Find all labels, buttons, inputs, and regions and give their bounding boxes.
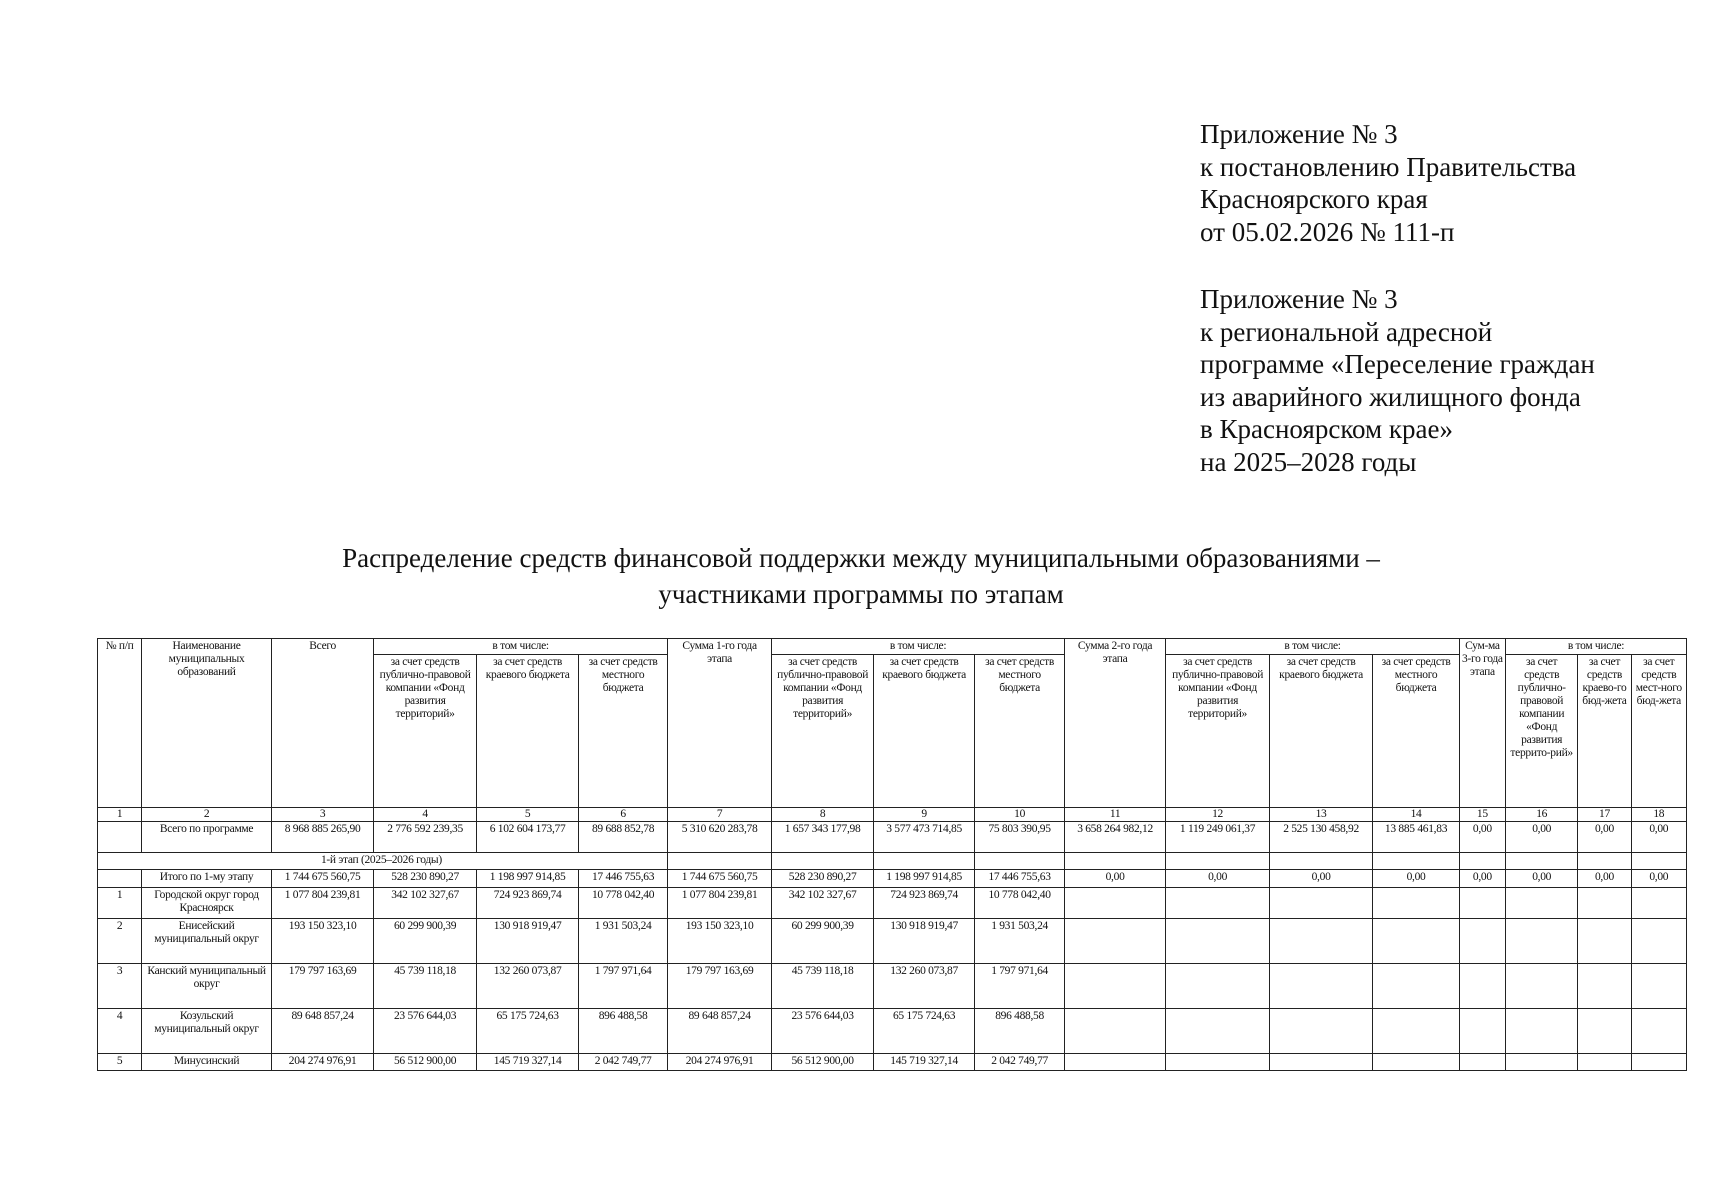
table-cell (1505, 964, 1577, 1009)
row-name: Всего по программе (142, 822, 272, 853)
column-number: 17 (1578, 808, 1631, 822)
table-cell (1459, 888, 1505, 919)
table-cell: 23 576 644,03 (772, 1009, 874, 1054)
stage-label: 1-й этап (2025–2026 годы) (98, 853, 668, 870)
table-cell: 3 577 473 714,85 (873, 822, 975, 853)
table-cell: 56 512 900,00 (772, 1054, 874, 1071)
table-cell: 89 648 857,24 (667, 1009, 772, 1054)
table-row (98, 888, 1687, 919)
table-cell (1373, 1009, 1459, 1054)
table-cell (1373, 919, 1459, 964)
appendix-header-2 (1200, 283, 1595, 478)
table-cell: 5 310 620 283,78 (667, 822, 772, 853)
table-row (98, 1054, 1687, 1071)
header-local: за счет средств местного бюджета (579, 655, 667, 808)
appendix-line: на 2025–2028 годы (1200, 446, 1417, 477)
column-number: 4 (374, 808, 477, 822)
table-cell: 89 648 857,24 (271, 1009, 374, 1054)
table-cell: 65 175 724,63 (476, 1009, 579, 1054)
table-cell: 65 175 724,63 (873, 1009, 975, 1054)
table-cell: 1 198 997 914,85 (476, 870, 579, 888)
document-title (0, 540, 1722, 612)
column-number: 11 (1064, 808, 1166, 822)
row-number: 1 (98, 888, 142, 919)
table-cell: 724 923 869,74 (873, 888, 975, 919)
table-cell: 1 657 343 177,98 (772, 822, 874, 853)
table-cell (1578, 1009, 1631, 1054)
table-row (98, 1009, 1687, 1054)
table-cell: 10 778 042,40 (975, 888, 1064, 919)
table-cell (1373, 888, 1459, 919)
table-row (98, 919, 1687, 964)
appendix-line: Приложение № 3 (1200, 119, 1398, 149)
table-cell: 145 719 327,14 (476, 1054, 579, 1071)
header-regional: за счет средств краевого бюджета (1269, 655, 1373, 808)
table-cell: 193 150 323,10 (271, 919, 374, 964)
table-cell: 1 077 804 239,81 (271, 888, 374, 919)
table-cell (1373, 1054, 1459, 1071)
header-regional-short: за счет средств краево-го бюд-жета (1578, 655, 1631, 808)
table-cell (1269, 919, 1373, 964)
table-cell: 145 719 327,14 (873, 1054, 975, 1071)
table-cell: 0,00 (1578, 870, 1631, 888)
column-number: 1 (98, 808, 142, 822)
table-cell: 204 274 976,91 (667, 1054, 772, 1071)
table-cell (1064, 1054, 1166, 1071)
table-row-stage-total (98, 870, 1687, 888)
table-cell (1269, 1054, 1373, 1071)
table-cell (1459, 919, 1505, 964)
appendix-line: в Красноярском крае» (1200, 414, 1453, 444)
table-cell: 8 968 885 265,90 (271, 822, 374, 853)
column-number: 7 (667, 808, 772, 822)
table-cell: 132 260 073,87 (476, 964, 579, 1009)
table-cell: 56 512 900,00 (374, 1054, 477, 1071)
table-cell: 60 299 900,39 (374, 919, 477, 964)
table-cell: 2 776 592 239,35 (374, 822, 477, 853)
header-name: Наименование муниципальных образований (142, 639, 272, 808)
table-cell: 2 042 749,77 (975, 1054, 1064, 1071)
table-cell (1166, 1009, 1270, 1054)
table-cell (1166, 1054, 1270, 1071)
header-year3: Сум-ма 3-го года этапа (1459, 639, 1505, 808)
row-name: Канский муниципальный округ (142, 964, 272, 1009)
table-cell: 45 739 118,18 (374, 964, 477, 1009)
row-number: 4 (98, 1009, 142, 1054)
table-cell (1631, 1009, 1686, 1054)
table-cell: 89 688 852,78 (579, 822, 667, 853)
table-cell (1578, 964, 1631, 1009)
table-cell (1269, 964, 1373, 1009)
column-number: 16 (1505, 808, 1577, 822)
table-cell: 2 525 130 458,92 (1269, 822, 1373, 853)
table-cell (1064, 964, 1166, 1009)
header-year1: Сумма 1-го года этапа (667, 639, 772, 808)
table-cell: 1 797 971,64 (579, 964, 667, 1009)
header-fund: за счет средств публично-правовой компании «Фонд развития территорий» (374, 655, 477, 808)
header-fund: за счет средств публично-правовой компании «Фонд развития территорий» (772, 655, 874, 808)
column-number: 15 (1459, 808, 1505, 822)
column-number: 9 (873, 808, 975, 822)
table-cell (1505, 1009, 1577, 1054)
header-local-short: за счет средств мест-ного бюд-жета (1631, 655, 1686, 808)
table-cell (1166, 964, 1270, 1009)
table-cell: 0,00 (1631, 870, 1686, 888)
column-number: 13 (1269, 808, 1373, 822)
column-number: 14 (1373, 808, 1459, 822)
table-cell (1631, 964, 1686, 1009)
row-number: 2 (98, 919, 142, 964)
title-line-2: участниками программы по этапам (658, 579, 1064, 609)
table-cell (1505, 919, 1577, 964)
table-row-total (98, 822, 1687, 853)
header-group-4: в том числе: (1505, 639, 1686, 655)
table-cell: 23 576 644,03 (374, 1009, 477, 1054)
table-cell (1269, 888, 1373, 919)
column-number: 10 (975, 808, 1064, 822)
table-cell (1064, 919, 1166, 964)
header-no: № п/п (98, 639, 142, 808)
header-group-1: в том числе: (374, 639, 667, 655)
table-cell: 896 488,58 (975, 1009, 1064, 1054)
table-cell (1064, 1009, 1166, 1054)
table-cell (1166, 888, 1270, 919)
table-cell: 1 198 997 914,85 (873, 870, 975, 888)
column-number: 6 (579, 808, 667, 822)
table-cell: 2 042 749,77 (579, 1054, 667, 1071)
table-cell (1631, 919, 1686, 964)
appendix-line: к региональной адресной (1200, 316, 1493, 347)
table-cell (1459, 964, 1505, 1009)
table-cell: 10 778 042,40 (579, 888, 667, 919)
header-fund-short: за счет средств публично-правовой компании «Фонд развития террито-рий» (1505, 655, 1577, 808)
table-cell: 1 119 249 061,37 (1166, 822, 1270, 853)
table-cell: 0,00 (1459, 870, 1505, 888)
title-line-1: Распределение средств финансовой поддержки между муниципальными образованиями – (342, 543, 1380, 573)
table-cell (1631, 1054, 1686, 1071)
header-year2: Сумма 2-го года этапа (1064, 639, 1166, 808)
header-group-3: в том числе: (1166, 639, 1459, 655)
row-name: Городской округ город Красноярск (142, 888, 272, 919)
table-cell: 0,00 (1505, 822, 1577, 853)
table-cell: 1 931 503,24 (975, 919, 1064, 964)
table-cell: 0,00 (1166, 870, 1270, 888)
table-cell: 193 150 323,10 (667, 919, 772, 964)
header-group-2: в том числе: (772, 639, 1064, 655)
column-numbers-row (98, 808, 1687, 822)
table-cell (1578, 1054, 1631, 1071)
table-cell (1505, 1054, 1577, 1071)
table-cell (1269, 1009, 1373, 1054)
row-name: Минусинский (142, 1054, 272, 1071)
table-cell (1631, 888, 1686, 919)
row-name: Козульский муниципальный округ (142, 1009, 272, 1054)
table-cell: 45 739 118,18 (772, 964, 874, 1009)
table-cell: 528 230 890,27 (374, 870, 477, 888)
header-regional: за счет средств краевого бюджета (873, 655, 975, 808)
row-number (98, 870, 142, 888)
table-cell: 724 923 869,74 (476, 888, 579, 919)
appendix-line: Красноярского края (1200, 184, 1428, 214)
appendix-line: из аварийного жилищного фонда (1200, 381, 1581, 412)
table-cell: 0,00 (1631, 822, 1686, 853)
header-local: за счет средств местного бюджета (975, 655, 1064, 808)
appendix-line: программе «Переселение граждан (1200, 349, 1595, 379)
column-number: 18 (1631, 808, 1686, 822)
table-cell (1459, 1009, 1505, 1054)
row-name: Итого по 1-му этапу (142, 870, 272, 888)
table-cell: 0,00 (1064, 870, 1166, 888)
table-cell (1578, 888, 1631, 919)
table-cell: 0,00 (1269, 870, 1373, 888)
table-cell: 179 797 163,69 (667, 964, 772, 1009)
table-cell: 896 488,58 (579, 1009, 667, 1054)
table-cell: 6 102 604 173,77 (476, 822, 579, 853)
table-row-stage (98, 853, 1687, 870)
table-cell: 1 744 675 560,75 (271, 870, 374, 888)
column-number: 2 (142, 808, 272, 822)
table-cell: 60 299 900,39 (772, 919, 874, 964)
table-cell (1166, 919, 1270, 964)
table-cell: 17 446 755,63 (975, 870, 1064, 888)
table-cell: 1 744 675 560,75 (667, 870, 772, 888)
row-number (98, 822, 142, 853)
column-number: 8 (772, 808, 874, 822)
table-cell: 0,00 (1505, 870, 1577, 888)
table-cell: 1 931 503,24 (579, 919, 667, 964)
table-cell: 75 803 390,95 (975, 822, 1064, 853)
table-cell: 132 260 073,87 (873, 964, 975, 1009)
appendix-line: к постановлению Правительства (1200, 151, 1577, 182)
row-name: Енисейский муниципальный округ (142, 919, 272, 964)
table-cell: 0,00 (1578, 822, 1631, 853)
header-local: за счет средств местного бюджета (1373, 655, 1459, 808)
table-cell: 130 918 919,47 (476, 919, 579, 964)
header-regional: за счет средств краевого бюджета (476, 655, 579, 808)
table-cell: 130 918 919,47 (873, 919, 975, 964)
table-cell: 13 885 461,83 (1373, 822, 1459, 853)
table-cell: 1 077 804 239,81 (667, 888, 772, 919)
table-cell (1459, 1054, 1505, 1071)
table-cell: 0,00 (1373, 870, 1459, 888)
table-cell: 3 658 264 982,12 (1064, 822, 1166, 853)
table-cell (1505, 888, 1577, 919)
distribution-table (97, 638, 1687, 1071)
table-cell: 1 797 971,64 (975, 964, 1064, 1009)
table-cell (1373, 964, 1459, 1009)
appendix-line: от 05.02.2026 № 111-п (1200, 216, 1455, 247)
table-row (98, 964, 1687, 1009)
table-cell: 528 230 890,27 (772, 870, 874, 888)
table-cell: 342 102 327,67 (374, 888, 477, 919)
table-cell: 17 446 755,63 (579, 870, 667, 888)
appendix-line: Приложение № 3 (1200, 284, 1398, 314)
row-number: 5 (98, 1054, 142, 1071)
header-total: Всего (271, 639, 374, 808)
table-cell: 342 102 327,67 (772, 888, 874, 919)
table-cell: 0,00 (1459, 822, 1505, 853)
table-header-row (98, 639, 1687, 655)
row-number: 3 (98, 964, 142, 1009)
table-cell (1064, 888, 1166, 919)
column-number: 12 (1166, 808, 1270, 822)
table-cell (1578, 919, 1631, 964)
column-number: 5 (476, 808, 579, 822)
table-cell: 204 274 976,91 (271, 1054, 374, 1071)
table-cell: 179 797 163,69 (271, 964, 374, 1009)
header-fund: за счет средств публично-правовой компании «Фонд развития территорий» (1166, 655, 1270, 808)
appendix-header-1 (1200, 118, 1576, 248)
column-number: 3 (271, 808, 374, 822)
